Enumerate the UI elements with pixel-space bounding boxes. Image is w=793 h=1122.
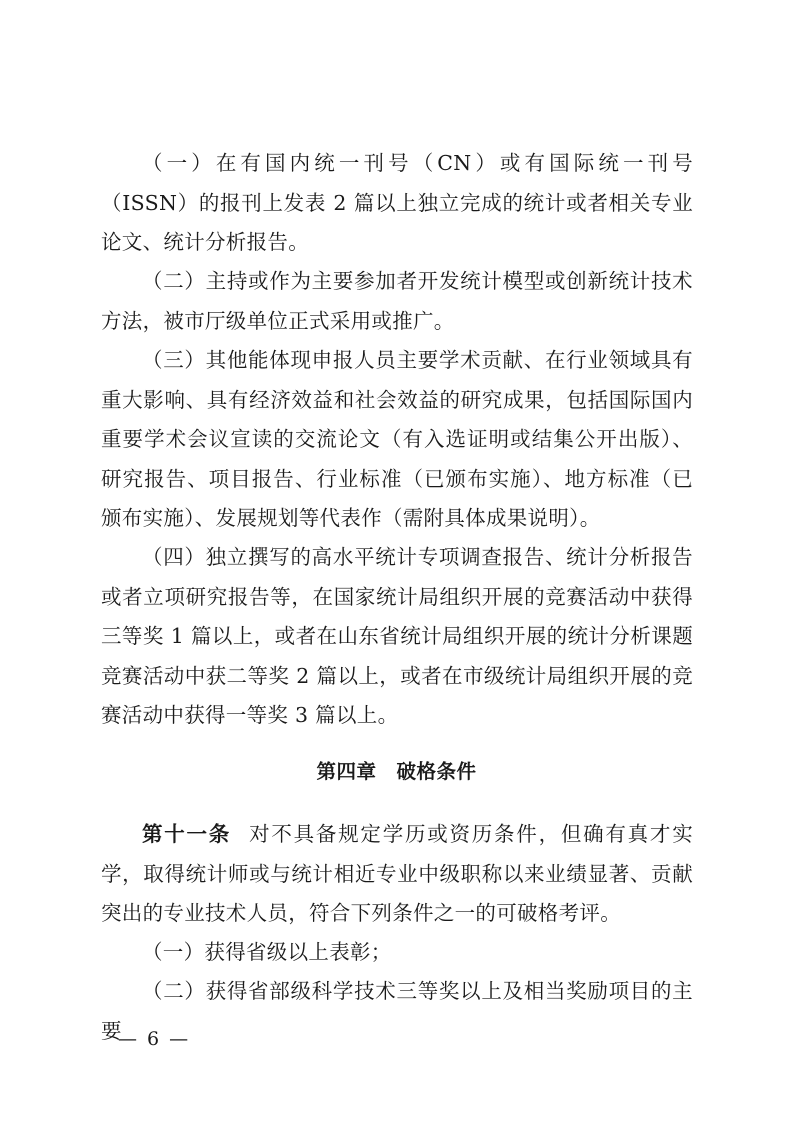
paragraph-3: （三）其他能体现申报人员主要学术贡献、在行业领域具有重大影响、具有经济效益和社会效益的研究成果，包括国际国内重要学术会议宣读的交流论文（有入选证明或结集公开出版）、研究报告、项目报告、行业标准（已颁布实施）、地方标准（已颁布实施）、发展规划等代表作（需附具体成果说明）。 — [101, 348, 693, 530]
chapter-heading: 第四章 破格条件 — [316, 760, 477, 783]
article-11-text: 对不具备规定学历或资历条件，但确有真才实学，取得统计师或与统计相近专业中级职称以来业绩显著、贡献突出的专业技术人员，符合下列条件之一的可破格考评。 — [101, 822, 693, 925]
item-1: （一）获得省级以上表彰； — [142, 940, 392, 964]
paragraph-4: （四）独立撰写的高水平统计专项调查报告、统计分析报告或者立项研究报告等，在国家统计局组织开展的竞赛活动中获得三等奖 1 篇以上，或者在山东省统计局组织开展的统计分析课题竞赛活动中获二等奖 2 篇以上，或者在市级统计局组织开展的竞赛活动中获得一等奖 3 篇以上。 — [101, 545, 693, 727]
article-11-label: 第十一条 — [142, 822, 232, 846]
item-2: （二）获得省部级科学技术三等奖以上及相当奖励项目的主要 — [101, 979, 693, 1043]
paragraph-2: （二）主持或作为主要参加者开发统计模型或创新统计技术方法，被市厅级单位正式采用或推广。 — [101, 269, 693, 333]
page-number: — 6 — — [118, 1028, 191, 1050]
article-11 — [101, 815, 693, 934]
paragraph-1: （一）在有国内统一刊号（CN）或有国际统一刊号（ISSN）的报刊上发表 2 篇以上独立完成的统计或者相关专业论文、统计分析报告。 — [101, 151, 693, 254]
